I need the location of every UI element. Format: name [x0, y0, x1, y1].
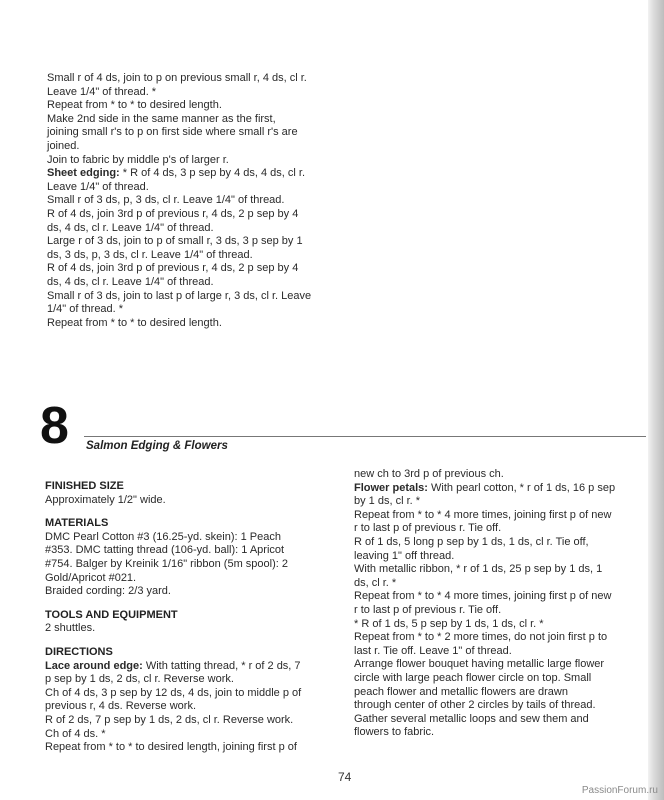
- right-column: [354, 468, 650, 740]
- instruction-line: joined.: [47, 139, 80, 152]
- flower-instruction-line: R of 1 ds, 5 long p sep by 1 ds, 1 ds, cl r. Tie off,: [354, 535, 589, 548]
- instruction-line: Small r of 4 ds, join to p on previous small r, 4 ds, cl r.: [47, 72, 307, 84]
- flower-instruction-line: Repeat from * to * 2 more times, do not join first p to: [354, 631, 608, 644]
- directions-line: Ch of 4 ds, 3 p sep by 12 ds, 4 ds, join to middle p of: [45, 686, 302, 699]
- instruction-line: Join to fabric by middle p's of larger r.: [47, 153, 229, 166]
- petals-first-line: Flower petals: With pearl cotton, * r of 1 ds, 16 p sep: [354, 481, 616, 494]
- left-column: [45, 480, 345, 755]
- sheet-edging-line: Leave 1/4" of thread.: [47, 180, 149, 193]
- directions-heading: DIRECTIONS: [45, 645, 113, 658]
- sheet-edging-line: Small r of 3 ds, p, 3 ds, cl r. Leave 1/4" of thread.: [47, 194, 285, 207]
- flower-instruction-line: Repeat from * to * 4 more times, joining first p of new: [354, 508, 612, 521]
- title-divider: [84, 436, 646, 437]
- flower-instruction-line: peach flower and metallic flowers are drawn: [354, 685, 568, 698]
- tools-text: 2 shuttles.: [45, 622, 96, 635]
- instruction-line: Leave 1/4" of thread. *: [47, 85, 157, 98]
- flower-instruction-line: With metallic ribbon, * r of 1 ds, 25 p sep by 1 ds, 1: [354, 563, 603, 576]
- lace-label: Lace around edge:: [45, 659, 143, 672]
- watermark: PassionForum.ru: [581, 785, 658, 796]
- top-instructions: [47, 72, 367, 330]
- flower-instruction-line: last r. Tie off. Leave 1" of thread.: [354, 644, 512, 657]
- sheet-edging-line: Repeat from * to * to desired length.: [47, 316, 222, 329]
- flower-instruction-line: leaving 1" off thread.: [354, 549, 455, 562]
- instruction-line: Make 2nd side in the same manner as the first,: [47, 112, 276, 125]
- pattern-title: Salmon Edging & Flowers: [86, 440, 228, 452]
- directions-line: Repeat from * to * to desired length, joining first p of: [45, 741, 297, 754]
- materials-heading: MATERIALS: [45, 517, 109, 530]
- directions-line: R of 2 ds, 7 p sep by 1 ds, 2 ds, cl r. Reverse work.: [45, 713, 294, 726]
- materials-line: #353. DMC tatting thread (106-yd. ball): 1 Apricot: [45, 544, 285, 557]
- flower-instruction-line: by 1 ds, cl r. *: [354, 495, 421, 508]
- flower-instruction-line: Arrange flower bouquet having metallic large flower: [354, 658, 605, 671]
- tools-heading: TOOLS AND EQUIPMENT: [45, 608, 178, 621]
- flower-instruction-line: flowers to fabric.: [354, 726, 435, 739]
- materials-line: DMC Pearl Cotton #3 (16.25-yd. skein): 1 Peach: [45, 530, 282, 543]
- flower-instruction-line: circle with large peach flower circle on top. Small: [354, 671, 592, 684]
- flower-instruction-line: r to last p of previous r. Tie off.: [354, 522, 502, 535]
- sheet-edging-line: R of 4 ds, join 3rd p of previous r, 4 ds, 2 p sep by 4: [47, 207, 299, 220]
- flower-instruction-line: ds, cl r. *: [354, 576, 397, 589]
- materials-line: #754. Balger by Kreinik 1/16" ribbon (5m spool): 2: [45, 557, 288, 570]
- page-number: 74: [338, 770, 352, 784]
- sheet-edging-line: ds, 4 ds, cl r. Leave 1/4" of thread.: [47, 275, 214, 288]
- sheet-edging-line: Small r of 3 ds, join to last p of large r, 3 ds, cl r. Leave: [47, 289, 312, 302]
- page-edge-shadow: [648, 0, 664, 800]
- pattern-number: 8: [40, 397, 69, 455]
- flower-instruction-line: * R of 1 ds, 5 p sep by 1 ds, 1 ds, cl r. *: [354, 617, 544, 630]
- instruction-line: joining small r's to p on first side where small r's are: [47, 126, 298, 139]
- directions-line: p sep by 1 ds, 2 ds, cl r. Reverse work.: [45, 673, 234, 686]
- sheet-edging-line: ds, 4 ds, cl r. Leave 1/4" of thread.: [47, 221, 214, 234]
- flower-instruction-line: Repeat from * to * 4 more times, joining first p of new: [354, 590, 612, 603]
- sheet-edging-line: Large r of 3 ds, join to p of small r, 3 ds, 3 p sep by 1: [47, 235, 303, 248]
- sheet-edging-line: R of 4 ds, join 3rd p of previous r, 4 ds, 2 p sep by 4: [47, 262, 299, 275]
- directions-line: previous r, 4 ds. Reverse work.: [45, 700, 197, 713]
- materials-line: Braided cording: 2/3 yard.: [45, 585, 171, 598]
- materials-line: Gold/Apricot #021.: [45, 571, 137, 584]
- sheet-edging-line: ds, 3 ds, p, 3 ds, cl r. Leave 1/4" of thread.: [47, 248, 253, 261]
- sheet-edging-first-line: Sheet edging: * R of 4 ds, 3 p sep by 4 ds, 4 ds, cl r.: [47, 167, 305, 180]
- flower-instruction-line: through center of other 2 circles by tails of thread.: [354, 699, 596, 712]
- lace-first-line: Lace around edge: With tatting thread, * r of 2 ds, 7: [45, 659, 301, 672]
- sheet-edging-label: Sheet edging:: [47, 167, 120, 180]
- sheet-edging-line: 1/4" of thread. *: [47, 303, 124, 316]
- finished-size-text: Approximately 1/2" wide.: [45, 493, 166, 506]
- flower-instruction-line: Gather several metallic loops and sew them and: [354, 712, 589, 725]
- continued-line: new ch to 3rd p of previous ch.: [354, 468, 504, 480]
- directions-line: Ch of 4 ds. *: [45, 727, 106, 740]
- finished-size-heading: FINISHED SIZE: [45, 480, 124, 492]
- flower-instruction-line: r to last p of previous r. Tie off.: [354, 603, 502, 616]
- instruction-line: Repeat from * to * to desired length.: [47, 99, 222, 112]
- petals-label: Flower petals:: [354, 481, 428, 494]
